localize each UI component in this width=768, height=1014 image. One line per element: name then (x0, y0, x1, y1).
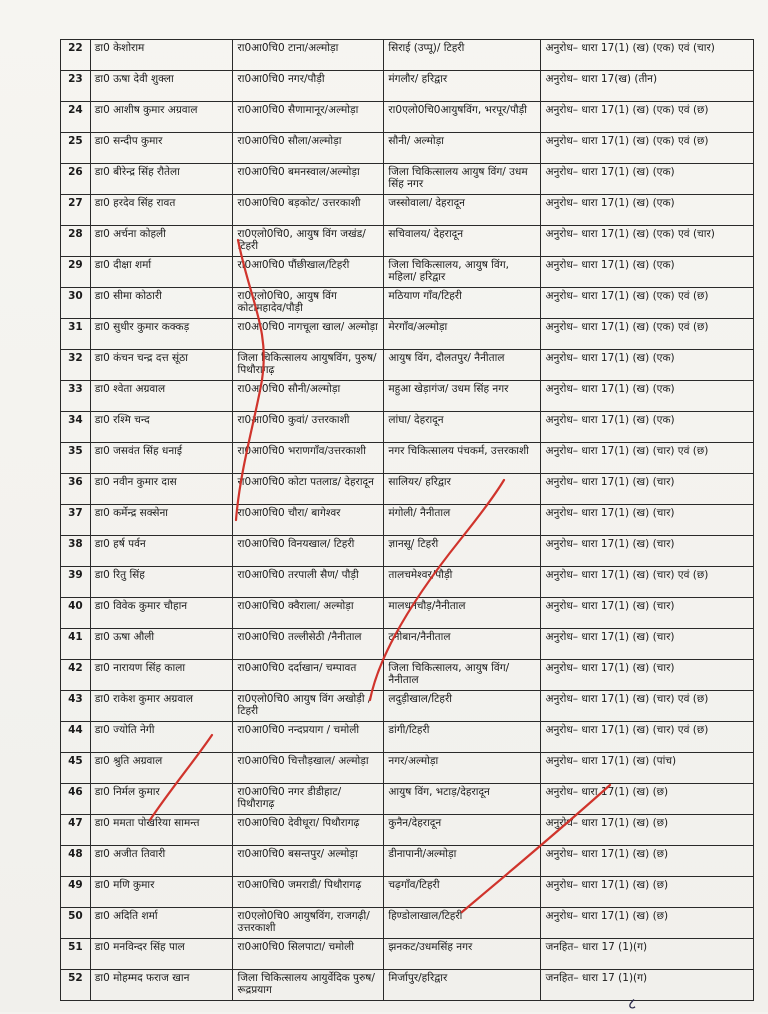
table-row (61, 102, 754, 133)
table-row (61, 629, 754, 660)
doctor-name-cell: डा0 हर्ष पर्वन (90, 536, 233, 567)
new-posting-cell: लदुड़ीखाल/टिहरी (384, 691, 541, 722)
serial-number-cell: 27 (61, 195, 91, 226)
doctor-name-cell: डा0 ऊषा देवी शुक्ला (90, 71, 233, 102)
doctor-name-cell: डा0 रश्मि चन्द (90, 412, 233, 443)
transfer-rule-cell: अनुरोध– धारा 17(1) (ख) (एक) एवं (चार) (541, 226, 754, 257)
doctor-name-cell: डा0 कर्मेन्द्र सक्सेना (90, 505, 233, 536)
new-posting-cell: मठियाण गाँव/टिहरी (384, 288, 541, 319)
new-posting-cell: मालधनचौड़/नैनीताल (384, 598, 541, 629)
transfer-rule-cell: अनुरोध– धारा 17(1) (ख) (छ) (541, 908, 754, 939)
new-posting-cell: चढ़गाँव/टिहरी (384, 877, 541, 908)
doctor-name-cell: डा0 ऊषा औली (90, 629, 233, 660)
new-posting-cell: तालचमेश्वर/पौड़ी (384, 567, 541, 598)
serial-number-cell: 38 (61, 536, 91, 567)
current-posting-cell: रा0आ0चि0 कोटा पतलाड/ देहरादून (233, 474, 384, 505)
new-posting-cell: रा0एलो0चि0आयुषविंग, भरपूर/पौड़ी (384, 102, 541, 133)
serial-number-cell: 31 (61, 319, 91, 350)
doctor-name-cell: डा0 मोहम्मद फराज खान (90, 970, 233, 1001)
doctor-name-cell: डा0 अर्चना कोहली (90, 226, 233, 257)
table-row (61, 319, 754, 350)
serial-number-cell: 30 (61, 288, 91, 319)
transfer-rule-cell: अनुरोध– धारा 17(1) (ख) (एक) (541, 164, 754, 195)
table-row (61, 877, 754, 908)
doctor-name-cell: डा0 मणि कुमार (90, 877, 233, 908)
transfer-rule-cell: अनुरोध– धारा 17(1) (ख) (छ) (541, 877, 754, 908)
transfer-rule-cell: अनुरोध– धारा 17(1) (ख) (एक) (541, 257, 754, 288)
current-posting-cell: रा0आ0चि0 बसन्तपुर/ अल्मोड़ा (233, 846, 384, 877)
serial-number-cell: 42 (61, 660, 91, 691)
table-row (61, 536, 754, 567)
table-row (61, 691, 754, 722)
table-row (61, 226, 754, 257)
current-posting-cell: रा0एलो0चि0, आयुष विंग जखंड/टिहरी (233, 226, 384, 257)
new-posting-cell: मंगलौर/ हरिद्वार (384, 71, 541, 102)
current-posting-cell: रा0आ0चि0 टाना/अल्मोड़ा (233, 40, 384, 71)
transfer-rule-cell: अनुरोध– धारा 17(1) (ख) (छ) (541, 815, 754, 846)
table-row (61, 350, 754, 381)
table-row (61, 505, 754, 536)
new-posting-cell: नगर/अल्मोड़ा (384, 753, 541, 784)
current-posting-cell: जिला चिकित्सालय आयुषविंग, पुरुष/पिथौरागढ़ (233, 350, 384, 381)
doctor-name-cell: डा0 नारायण सिंह काला (90, 660, 233, 691)
transfer-rule-cell: अनुरोध– धारा 17(1) (ख) (एक) एवं (चार) (541, 40, 754, 71)
new-posting-cell: नगर चिकित्सालय पंचकर्म, उत्तरकाशी (384, 443, 541, 474)
current-posting-cell: रा0एलो0चि0 आयुष विंग अखोड़ी /टिहरी (233, 691, 384, 722)
transfer-rule-cell: जनहित– धारा 17 (1)(ग) (541, 939, 754, 970)
serial-number-cell: 32 (61, 350, 91, 381)
serial-number-cell: 41 (61, 629, 91, 660)
serial-number-cell: 23 (61, 71, 91, 102)
transfer-rule-cell: अनुरोध– धारा 17(1) (ख) (चार) (541, 598, 754, 629)
doctor-name-cell: डा0 मनविन्दर सिंह पाल (90, 939, 233, 970)
new-posting-cell: सौनी/ अल्मोड़ा (384, 133, 541, 164)
transfer-rule-cell: अनुरोध– धारा 17(1) (ख) (एक) (541, 412, 754, 443)
serial-number-cell: 24 (61, 102, 91, 133)
current-posting-cell: रा0आ0चि0 सिलपाटा/ चमोली (233, 939, 384, 970)
table-row (61, 598, 754, 629)
transfer-rule-cell: अनुरोध– धारा 17(ख) (तीन) (541, 71, 754, 102)
table-row (61, 970, 754, 1001)
doctor-name-cell: डा0 आशीष कुमार अग्रवाल (90, 102, 233, 133)
table-row (61, 939, 754, 970)
new-posting-cell: लांघा/ देहरादून (384, 412, 541, 443)
transfer-rule-cell: अनुरोध– धारा 17(1) (ख) (एक) (541, 381, 754, 412)
current-posting-cell: रा0आ0चि0 देवीधूरा/ पिथौरागढ़ (233, 815, 384, 846)
table-row (61, 71, 754, 102)
serial-number-cell: 36 (61, 474, 91, 505)
doctor-name-cell: डा0 हरदेव सिंह रावत (90, 195, 233, 226)
new-posting-cell: मंगोली/ नैनीताल (384, 505, 541, 536)
table-row (61, 784, 754, 815)
current-posting-cell: रा0आ0चि0 चौरा/ बागेश्वर (233, 505, 384, 536)
doctor-name-cell: डा0 कंचन चन्द्र दत्त सूंठा (90, 350, 233, 381)
transfer-rule-cell: अनुरोध– धारा 17(1) (ख) (एक) (541, 195, 754, 226)
transfer-rule-cell: अनुरोध– धारा 17(1) (ख) (चार) एवं (छ) (541, 443, 754, 474)
transfer-rule-cell: अनुरोध– धारा 17(1) (ख) (छ) (541, 846, 754, 877)
table-row (61, 257, 754, 288)
serial-number-cell: 40 (61, 598, 91, 629)
new-posting-cell: जस्सोवाला/ देहरादून (384, 195, 541, 226)
doctor-name-cell: डा0 निर्मल कुमार (90, 784, 233, 815)
table-row (61, 753, 754, 784)
new-posting-cell: हिण्डोलाखाल/टिहरी (384, 908, 541, 939)
current-posting-cell: रा0आ0चि0 नगर/पौड़ी (233, 71, 384, 102)
new-posting-cell: जिला चिकित्सालय, आयुष विंग/ नैनीताल (384, 660, 541, 691)
new-posting-cell: जिला चिकित्सालय आयुष विंग/ उधम सिंह नगर (384, 164, 541, 195)
transfer-rule-cell: अनुरोध– धारा 17(1) (ख) (एक) एवं (छ) (541, 319, 754, 350)
transfer-rule-cell: अनुरोध– धारा 17(1) (ख) (पांच) (541, 753, 754, 784)
serial-number-cell: 51 (61, 939, 91, 970)
doctor-name-cell: डा0 श्वेता अग्रवाल (90, 381, 233, 412)
doctor-name-cell: डा0 ममता पोखरिया सामन्त (90, 815, 233, 846)
table-row (61, 133, 754, 164)
transfer-rule-cell: अनुरोध– धारा 17(1) (ख) (चार) एवं (छ) (541, 691, 754, 722)
serial-number-cell: 28 (61, 226, 91, 257)
current-posting-cell: रा0आ0चि0 नन्दप्रयाग / चमोली (233, 722, 384, 753)
serial-number-cell: 46 (61, 784, 91, 815)
serial-number-cell: 34 (61, 412, 91, 443)
serial-number-cell: 33 (61, 381, 91, 412)
doctor-name-cell: डा0 रितु सिंह (90, 567, 233, 598)
transfer-rule-cell: अनुरोध– धारा 17(1) (ख) (चार) (541, 474, 754, 505)
table-row (61, 288, 754, 319)
transfer-rule-cell: अनुरोध– धारा 17(1) (ख) (चार) एवं (छ) (541, 722, 754, 753)
new-posting-cell: आयुष विंग, भटाड़/देहरादून (384, 784, 541, 815)
transfer-rule-cell: जनहित– धारा 17 (1)(ग) (541, 970, 754, 1001)
current-posting-cell: जिला चिकित्सालय आयुर्वेदिक पुरुष/रूद्रप्रयाग (233, 970, 384, 1001)
table-row (61, 846, 754, 877)
current-posting-cell: रा0आ0चि0 बड़कोट/ उत्तरकाशी (233, 195, 384, 226)
new-posting-cell: जिला चिकित्सालय, आयुष विंग, महिला/ हरिद्वार (384, 257, 541, 288)
serial-number-cell: 49 (61, 877, 91, 908)
transfer-rule-cell: अनुरोध– धारा 17(1) (ख) (चार) (541, 629, 754, 660)
doctor-name-cell: डा0 नवीन कुमार दास (90, 474, 233, 505)
new-posting-cell: टनीबान/नैनीताल (384, 629, 541, 660)
new-posting-cell: महुआ खेड़ागंज/ उधम सिंह नगर (384, 381, 541, 412)
transfer-rule-cell: अनुरोध– धारा 17(1) (ख) (चार) (541, 505, 754, 536)
current-posting-cell: रा0आ0चि0 तल्लीसेठी /नैनीताल (233, 629, 384, 660)
current-posting-cell: रा0आ0चि0 सैणामानूर/अल्मोड़ा (233, 102, 384, 133)
table-row (61, 660, 754, 691)
new-posting-cell: आयुष विंग, दौलतपुर/ नैनीताल (384, 350, 541, 381)
current-posting-cell: रा0आ0चि0 क्वैराला/ अल्मोड़ा (233, 598, 384, 629)
table-row (61, 195, 754, 226)
doctor-name-cell: डा0 विवेक कुमार चौहान (90, 598, 233, 629)
serial-number-cell: 29 (61, 257, 91, 288)
serial-number-cell: 48 (61, 846, 91, 877)
current-posting-cell: रा0आ0चि0 सौनी/अल्मोड़ा (233, 381, 384, 412)
doctor-name-cell: डा0 राकेश कुमार अग्रवाल (90, 691, 233, 722)
doctor-name-cell: डा0 सन्दीप कुमार (90, 133, 233, 164)
new-posting-cell: झनकट/उधमसिंह नगर (384, 939, 541, 970)
transfer-rule-cell: अनुरोध– धारा 17(1) (ख) (चार) (541, 660, 754, 691)
current-posting-cell: रा0आ0चि0 बमनस्वाल/अल्मोड़ा (233, 164, 384, 195)
serial-number-cell: 26 (61, 164, 91, 195)
serial-number-cell: 50 (61, 908, 91, 939)
doctor-name-cell: डा0 केशोराम (90, 40, 233, 71)
serial-number-cell: 22 (61, 40, 91, 71)
current-posting-cell: रा0एलो0चि0, आयुष विंग कोटामहादेव/पौड़ी (233, 288, 384, 319)
current-posting-cell: रा0आ0चि0 पौंछीखाल/टिहरी (233, 257, 384, 288)
serial-number-cell: 35 (61, 443, 91, 474)
table-row (61, 474, 754, 505)
doctor-name-cell: डा0 श्रुति अग्रवाल (90, 753, 233, 784)
serial-number-cell: 25 (61, 133, 91, 164)
transfer-rule-cell: अनुरोध– धारा 17(1) (ख) (एक) एवं (छ) (541, 102, 754, 133)
serial-number-cell: 43 (61, 691, 91, 722)
transfer-rule-cell: अनुरोध– धारा 17(1) (ख) (छ) (541, 784, 754, 815)
new-posting-cell: सिराई (उप्पू)/ टिहरी (384, 40, 541, 71)
doctor-name-cell: डा0 बीरेन्द्र सिंह रौतेला (90, 164, 233, 195)
table-row (61, 815, 754, 846)
transfer-rule-cell: अनुरोध– धारा 17(1) (ख) (चार) (541, 536, 754, 567)
table-row (61, 443, 754, 474)
new-posting-cell: सचिवालय/ देहरादून (384, 226, 541, 257)
table-row (61, 567, 754, 598)
current-posting-cell: रा0आ0चि0 नगर डीडीहाट/ पिथौरागढ़ (233, 784, 384, 815)
table-row (61, 381, 754, 412)
doctor-name-cell: डा0 अदिति शर्मा (90, 908, 233, 939)
current-posting-cell: रा0आ0चि0 जमराडी/ पिथौरागढ़ (233, 877, 384, 908)
serial-number-cell: 47 (61, 815, 91, 846)
serial-number-cell: 39 (61, 567, 91, 598)
new-posting-cell: सालियर/ हरिद्वार (384, 474, 541, 505)
new-posting-cell: मेरगाँव/अल्मोड़ा (384, 319, 541, 350)
transfer-rule-cell: अनुरोध– धारा 17(1) (ख) (एक) (541, 350, 754, 381)
new-posting-cell: डांगी/टिहरी (384, 722, 541, 753)
new-posting-cell: कुनैन/देहरादून (384, 815, 541, 846)
table-row (61, 908, 754, 939)
new-posting-cell: डीनापानी/अल्मोड़ा (384, 846, 541, 877)
serial-number-cell: 37 (61, 505, 91, 536)
current-posting-cell: रा0आ0चि0 कुवां/ उत्तरकाशी (233, 412, 384, 443)
current-posting-cell: रा0आ0चि0 दर्दाखान/ चम्पावत (233, 660, 384, 691)
serial-number-cell: 44 (61, 722, 91, 753)
current-posting-cell: रा0आ0चि0 भराणगाँव/उत्तरकाशी (233, 443, 384, 474)
new-posting-cell: ज्ञानसू/ टिहरी (384, 536, 541, 567)
doctor-name-cell: डा0 जसवंत सिंह धनाई (90, 443, 233, 474)
new-posting-cell: मिर्जापुर/हरिद्वार (384, 970, 541, 1001)
current-posting-cell: रा0आ0चि0 नागचूला खाल/ अल्मोड़ा (233, 319, 384, 350)
table-row (61, 722, 754, 753)
transfer-rule-cell: अनुरोध– धारा 17(1) (ख) (एक) एवं (छ) (541, 133, 754, 164)
current-posting-cell: रा0आ0चि0 सौला/अल्मोड़ा (233, 133, 384, 164)
doctor-name-cell: डा0 दीक्षा शर्मा (90, 257, 233, 288)
doctor-name-cell: डा0 सीमा कोठारी (90, 288, 233, 319)
current-posting-cell: रा0आ0चि0 तरपाली सैण/ पौड़ी (233, 567, 384, 598)
transfer-rule-cell: अनुरोध– धारा 17(1) (ख) (एक) एवं (छ) (541, 288, 754, 319)
current-posting-cell: रा0एलो0चि0 आयुषविंग, राजगढ़ी/उत्तरकाशी (233, 908, 384, 939)
table-row (61, 164, 754, 195)
page-number-mark: ८ (628, 994, 637, 1013)
transfer-rule-cell: अनुरोध– धारा 17(1) (ख) (चार) एवं (छ) (541, 567, 754, 598)
current-posting-cell: रा0आ0चि0 विनयखाल/ टिहरी (233, 536, 384, 567)
table-row (61, 412, 754, 443)
table-row (61, 40, 754, 71)
serial-number-cell: 52 (61, 970, 91, 1001)
current-posting-cell: रा0आ0चि0 चित्तौड़खाल/ अल्मोड़ा (233, 753, 384, 784)
serial-number-cell: 45 (61, 753, 91, 784)
doctor-name-cell: डा0 अजीत तिवारी (90, 846, 233, 877)
doctor-name-cell: डा0 सुधीर कुमार कक्कड़ (90, 319, 233, 350)
transfer-table-body (61, 40, 754, 1001)
transfer-table (60, 39, 754, 1001)
doctor-name-cell: डा0 ज्योति नेगी (90, 722, 233, 753)
